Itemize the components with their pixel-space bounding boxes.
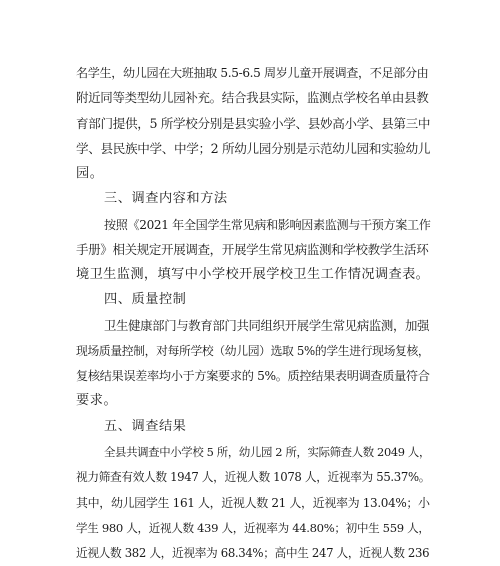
- text-line: 按照《2021 年全国学生常见病和影响因素监测与干预方案工作: [104, 217, 431, 232]
- text-line: 境卫生监测，填写中小学校开展学校卫生工作情况调查表。: [76, 267, 430, 283]
- text-line: 其中，幼儿园学生 161 人，近视人数 21 人，近视率为 13.04%；小: [76, 495, 430, 510]
- section-heading: 三、调查内容和方法: [104, 191, 228, 207]
- text-line: 全县共调查中小学校 5 所，幼儿园 2 所，实际筛查人数 2049 人，: [104, 444, 430, 459]
- section-heading: 五、调查结果: [104, 418, 187, 434]
- text-line: 视力筛查有效人数 1947 人，近视人数 1078 人，近视率为 55.37%。: [76, 470, 431, 485]
- text-line: 近视人数 382 人，近视率为 68.34%；高中生 247 人，近视人数 236: [76, 546, 430, 560]
- text-line: 卫生健康部门与教育部门共同组织开展学生常见病监测，加强: [104, 317, 430, 333]
- text-line: 手册》相关规定开展调查，开展学生常见病监测和学校教学生活环: [76, 241, 429, 257]
- text-line: 学生 980 人，近视人数 439 人，近视率为 44.80%；初中生 559 人，: [76, 520, 430, 535]
- text-line: 育部门提供，5 所学校分别是县实验小学、县妙高小学、县第三中: [76, 115, 431, 131]
- text-line: 要求。: [76, 393, 118, 409]
- text-line: 现场质量控制，对每所学校（幼儿园）选取 5%的学生进行现场复核，: [76, 343, 430, 358]
- text-line: 学、县民族中学、中学；2 所幼儿园分别是示范幼儿园和实验幼儿: [76, 140, 431, 156]
- text-line: 复核结果误差率均小于方案要求的 5%。质控结果表明调查质量符合: [76, 369, 430, 384]
- section-heading: 四、质量控制: [104, 292, 187, 308]
- text-line: 园。: [76, 166, 104, 182]
- text-line: 名学生，幼儿园在大班抽取 5.5-6.5 周岁儿童开展调查，不足部分由: [76, 66, 429, 80]
- text-line: 附近同等类型幼儿园补充。结合我县实际，监测点学校名单由县教: [76, 90, 429, 106]
